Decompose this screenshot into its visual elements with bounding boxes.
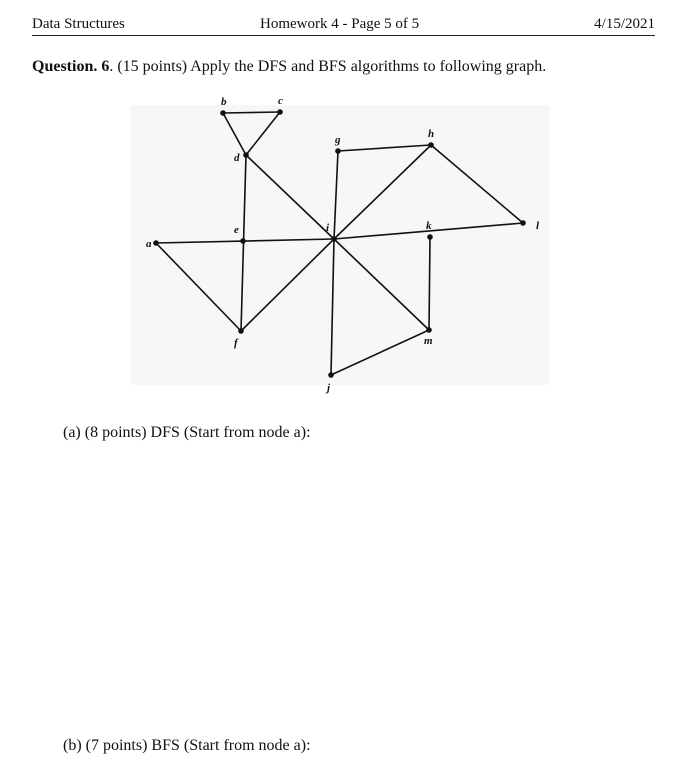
node-e bbox=[240, 238, 246, 244]
course-title: Data Structures bbox=[32, 16, 125, 32]
node-label-a: a bbox=[146, 238, 152, 250]
node-label-e: e bbox=[234, 224, 239, 236]
node-g bbox=[335, 148, 341, 154]
edge-k-m bbox=[429, 237, 430, 330]
node-label-b: b bbox=[221, 96, 227, 108]
node-a bbox=[153, 240, 159, 246]
node-l bbox=[520, 220, 526, 226]
question-6 bbox=[32, 58, 546, 76]
node-label-d: d bbox=[234, 152, 240, 164]
part-a-dfs: (a) (8 points) DFS (Start from node a): bbox=[63, 424, 311, 441]
node-label-k: k bbox=[426, 220, 432, 232]
node-b bbox=[220, 110, 226, 116]
graph-figure bbox=[120, 90, 560, 400]
node-f bbox=[238, 328, 244, 334]
node-m bbox=[426, 327, 432, 333]
edge-b-c bbox=[223, 112, 280, 113]
question-text: . (15 points) Apply the DFS and BFS algorithms to following graph. bbox=[109, 58, 547, 75]
part-b-bfs: (b) (7 points) BFS (Start from node a): bbox=[63, 737, 311, 754]
node-label-i: i bbox=[326, 222, 330, 234]
node-k bbox=[427, 234, 433, 240]
node-label-l: l bbox=[536, 220, 540, 232]
page-header bbox=[32, 12, 655, 34]
node-label-f: f bbox=[234, 337, 238, 349]
node-d bbox=[243, 152, 249, 158]
header-date: 4/15/2021 bbox=[594, 16, 655, 32]
node-label-j: j bbox=[327, 382, 331, 394]
node-label-h: h bbox=[428, 128, 435, 140]
header-rule bbox=[32, 35, 655, 36]
node-label-c: c bbox=[278, 95, 283, 107]
node-label-g: g bbox=[335, 134, 341, 146]
question-label: Question. 6 bbox=[32, 58, 110, 75]
node-i bbox=[331, 236, 337, 242]
node-c bbox=[277, 109, 283, 115]
node-label-m: m bbox=[424, 335, 433, 347]
page-indicator: Homework 4 - Page 5 of 5 bbox=[260, 16, 420, 32]
node-h bbox=[428, 142, 434, 148]
node-j bbox=[328, 372, 334, 378]
